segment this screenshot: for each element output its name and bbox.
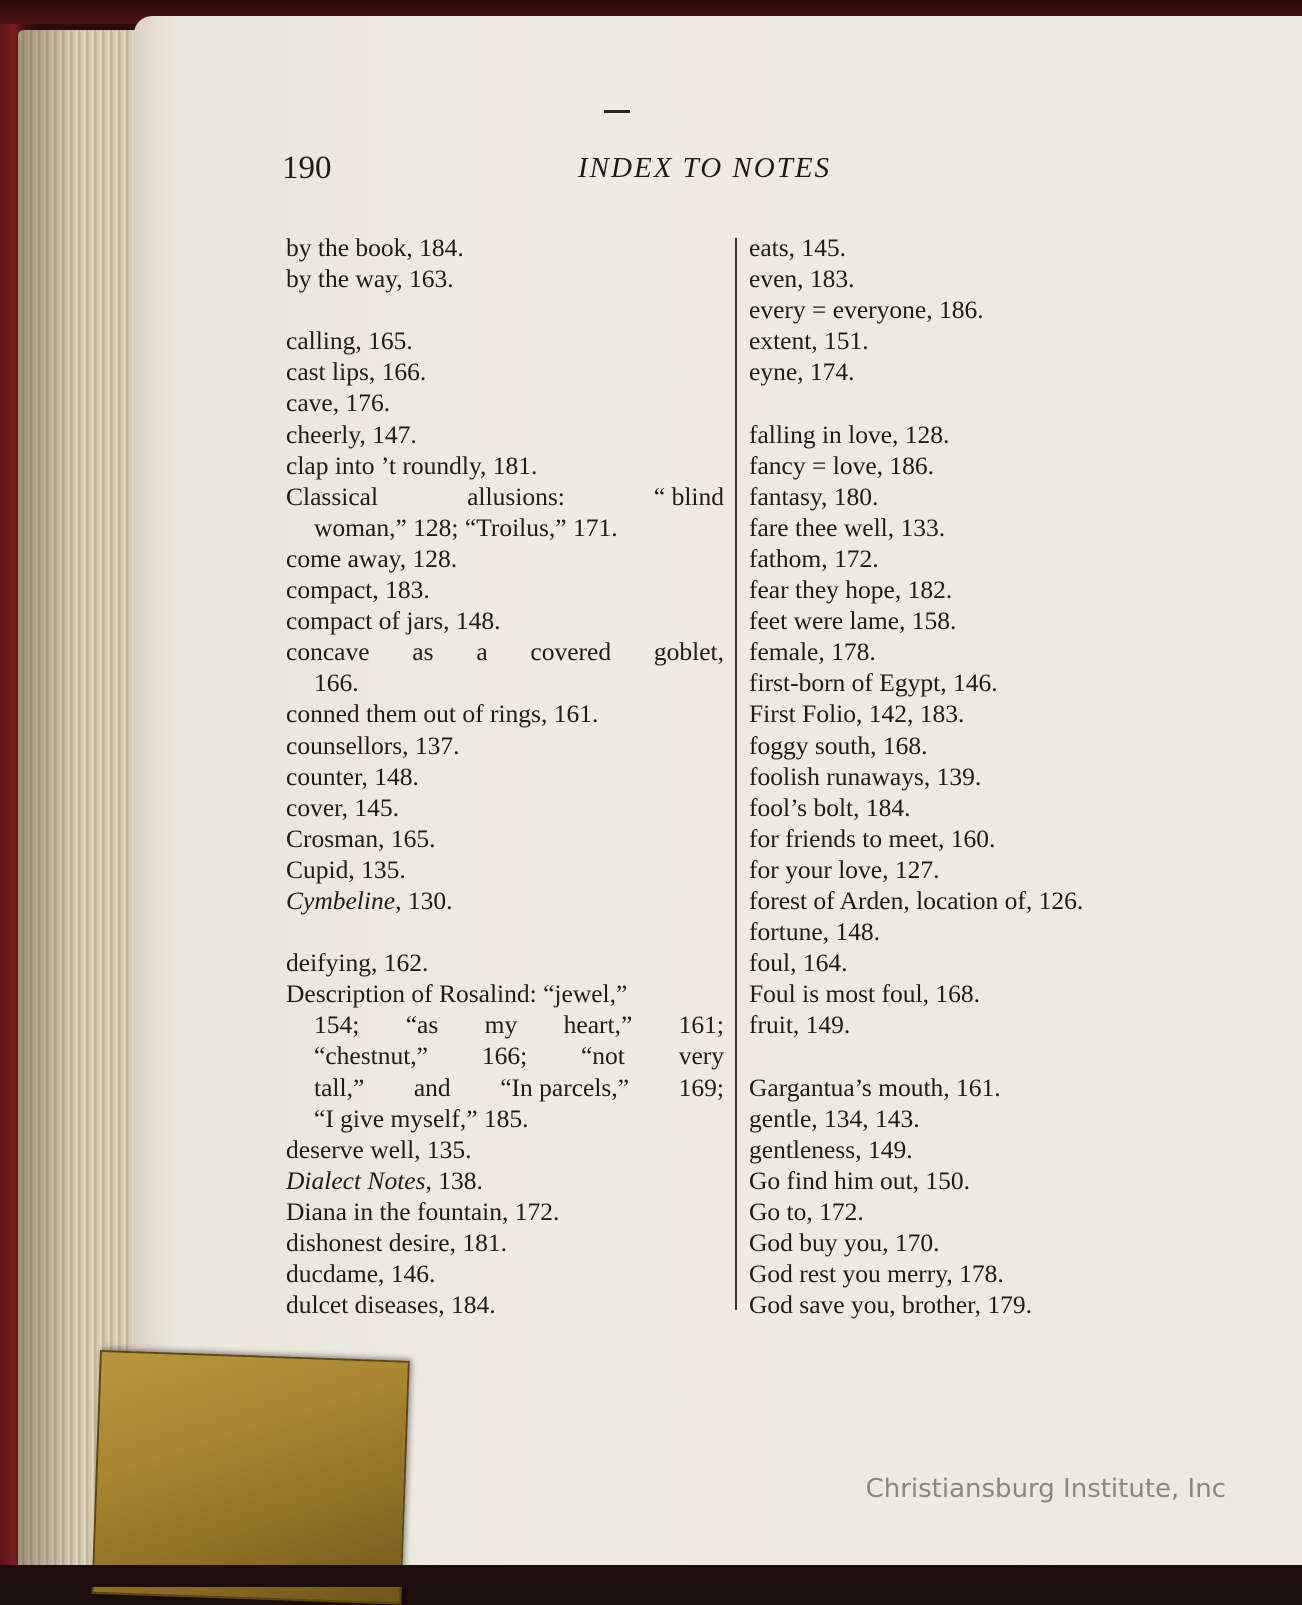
bottom-shadow [0,1565,1302,1587]
page-number: 190 [282,150,332,186]
index-entry: foul, 164. [749,948,848,978]
index-entry: dishonest desire, 181. [286,1228,507,1257]
word: as [412,637,434,667]
index-entry-continued: 166. [314,668,359,698]
index-entry: feet were lame, 158. [749,606,957,636]
index-entry: Description of Rosalind: “jewel,” [286,979,628,1009]
index-entry: Go find him out, 150. [749,1165,970,1195]
index-entry: God save you, brother, 179. [749,1290,1032,1320]
word: “chestnut,” [314,1041,428,1071]
page-edges [18,30,140,1575]
word: 169; [678,1072,724,1102]
index-entry-dialect [286,1165,724,1196]
index-entry: for your love, 127. [749,854,940,884]
index-entry-continued: woman,” 128; “Troilus,” 171. [314,512,618,542]
word: heart,” [563,1010,633,1040]
index-entry-continued [286,1009,724,1040]
word: allusions: [467,481,565,511]
index-entry: fare thee well, 133. [749,512,946,542]
title-italic: Dialect Notes [286,1165,426,1195]
index-entry: for friends to meet, 160. [749,823,996,853]
index-entry: ducdame, 146. [286,1259,436,1289]
word: “as [405,1010,439,1040]
index-entry: fathom, 172. [749,543,879,573]
index-entry: gentle, 134, 143. [749,1103,920,1133]
right-column [749,232,1219,1320]
section-gap [286,916,724,947]
index-entry: calling, 165. [286,326,413,356]
word: and [413,1072,451,1102]
index-entry-continued: “I give myself,” 185. [314,1103,529,1133]
index-entry: fortune, 148. [749,917,881,947]
index-entry: fancy = love, 186. [749,450,935,480]
index-entry: fruit, 149. [749,1010,851,1040]
index-entry: gentleness, 149. [749,1134,913,1164]
index-entry: First Folio, 142, 183. [749,699,965,729]
index-entry: cheerly, 147. [286,419,417,449]
index-entry: by the book, 184. [286,233,464,262]
word: 161; [678,1010,724,1040]
word: “not [580,1041,625,1071]
section-gap [749,387,1219,418]
word: concave [286,637,370,667]
word: my [484,1010,518,1040]
index-entry: counter, 148. [286,761,419,791]
index-entry: counsellors, 137. [286,730,460,760]
index-entry-classical [286,481,724,512]
index-entry: cave, 176. [286,388,391,418]
index-entry: even, 183. [749,264,855,294]
index-entry: come away, 128. [286,543,458,573]
index-entry: by the way, 163. [286,264,454,294]
index-entry: eats, 145. [749,233,847,262]
word: tall,” [314,1072,365,1102]
word: 166; [481,1041,528,1071]
index-entry: deserve well, 135. [286,1134,472,1164]
index-entry: Go to, 172. [749,1196,864,1226]
index-entry: cast lips, 166. [286,357,427,387]
word: covered [530,637,612,667]
index-entry: deifying, 162. [286,948,429,978]
word: a [476,637,488,667]
top-dash [604,110,630,113]
index-entry: Diana in the fountain, 172. [286,1196,560,1226]
index-entry: compact, 183. [286,575,430,605]
index-entry: God rest you merry, 178. [749,1259,1004,1289]
word: “In parcels,” [500,1072,630,1102]
section-gap [286,294,724,325]
index-entry: Gargantua’s mouth, 161. [749,1072,1001,1102]
index-entry-continued [286,1072,724,1103]
index-entry: foggy south, 168. [749,730,928,760]
index-entry: eyne, 174. [749,357,855,387]
index-entry: Cupid, 135. [286,854,406,884]
index-entry: clap into ’t roundly, 181. [286,450,538,480]
index-entry: first-born of Egypt, 146. [749,668,998,698]
index-entry: female, 178. [749,637,876,667]
word: “ blind [653,481,724,511]
page-ref: , 138. [425,1165,483,1195]
index-entry: God buy you, 170. [749,1228,940,1257]
index-entry: extent, 151. [749,326,869,356]
column-divider [735,238,737,1310]
page-ref: , 130. [395,885,453,915]
word: Classical [286,481,379,511]
index-entry: fantasy, 180. [749,481,879,511]
index-entry: conned them out of rings, 161. [286,699,599,729]
index-entry: compact of jars, 148. [286,606,501,636]
index-entry: forest of Arden, location of, 126. [749,885,1084,915]
word: 154; [314,1010,360,1040]
word: very [678,1041,724,1071]
left-column [286,232,724,1320]
section-gap [749,1040,1219,1071]
watermark: Christiansburg Institute, Inc [865,1474,1226,1504]
index-entry: fool’s bolt, 184. [749,792,911,822]
index-entry: Crosman, 165. [286,823,436,853]
index-entry: cover, 145. [286,792,399,822]
index-entry: dulcet diseases, 184. [286,1290,496,1320]
index-entry: foolish runaways, 139. [749,761,982,791]
word: goblet, [653,637,724,667]
index-entry: fear they hope, 182. [749,575,953,605]
title-italic: Cymbeline [286,885,396,915]
index-entry: Foul is most foul, 168. [749,979,980,1009]
index-entry: every = everyone, 186. [749,295,984,325]
index-entry-continued [286,1040,724,1071]
index-entry: falling in love, 128. [749,419,950,449]
running-head: INDEX TO NOTES [578,152,832,184]
index-entry-cymbeline [286,885,724,916]
index-entry-concave [286,636,724,667]
